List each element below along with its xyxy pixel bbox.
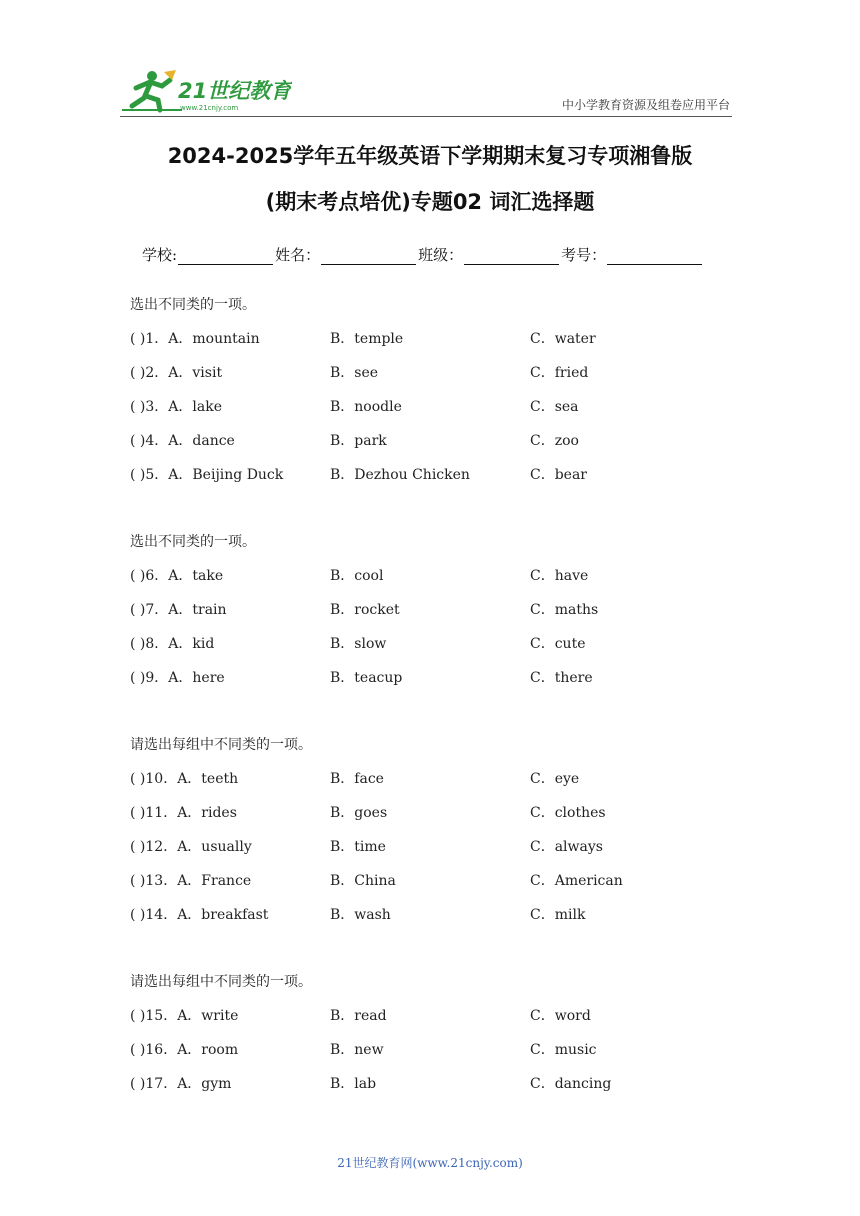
name-blank[interactable] bbox=[321, 248, 416, 265]
school-blank[interactable] bbox=[178, 248, 273, 265]
question-row bbox=[130, 1074, 750, 1108]
section-4 bbox=[130, 972, 750, 1108]
question-option-c: C．music bbox=[530, 1042, 597, 1058]
question-option-a: ( )15．A．write bbox=[130, 1008, 239, 1024]
question-option-b: B．wash bbox=[330, 907, 391, 923]
number-blank[interactable] bbox=[607, 248, 702, 265]
question-option-a: ( )17．A．gym bbox=[130, 1076, 232, 1092]
question-option-c: C．sea bbox=[530, 399, 579, 415]
question-option-b: B．rocket bbox=[330, 602, 400, 618]
section-3 bbox=[130, 735, 750, 939]
question-option-b: B．China bbox=[330, 873, 396, 889]
question-option-b: B．time bbox=[330, 839, 386, 855]
question-option-b: B．park bbox=[330, 433, 387, 449]
question-option-c: C．cute bbox=[530, 636, 586, 652]
question-option-c: C．eye bbox=[530, 771, 580, 787]
question-option-a: ( )11．A．rides bbox=[130, 805, 237, 821]
question-option-c: C．fried bbox=[530, 365, 589, 381]
question-option-c: C．always bbox=[530, 839, 603, 855]
question-option-c: C．maths bbox=[530, 602, 599, 618]
question-option-a: ( )12．A．usually bbox=[130, 839, 252, 855]
name-label: 姓名： bbox=[275, 246, 321, 264]
question-row bbox=[130, 905, 750, 939]
question-row bbox=[130, 1040, 750, 1074]
number-label: 考号： bbox=[561, 246, 607, 264]
question-row bbox=[130, 397, 750, 431]
question-option-b: B．cool bbox=[330, 568, 384, 584]
student-info-row bbox=[142, 244, 704, 265]
question-row bbox=[130, 431, 750, 465]
question-option-c: C．there bbox=[530, 670, 593, 686]
question-row bbox=[130, 363, 750, 397]
question-row bbox=[130, 769, 750, 803]
logo-21cnjy bbox=[122, 66, 292, 116]
question-option-c: C．zoo bbox=[530, 433, 579, 449]
question-option-c: C．milk bbox=[530, 907, 586, 923]
question-option-a: ( )5．A．Beijing Duck bbox=[130, 467, 284, 483]
header-divider bbox=[120, 116, 732, 117]
question-option-a: ( )3．A．lake bbox=[130, 399, 222, 415]
question-row bbox=[130, 803, 750, 837]
section-title: 选出不同类的一项。 bbox=[130, 297, 256, 313]
question-option-c: C．bear bbox=[530, 467, 587, 483]
question-option-c: C．word bbox=[530, 1008, 591, 1024]
question-row bbox=[130, 465, 750, 499]
question-row bbox=[130, 634, 750, 668]
question-option-b: B．see bbox=[330, 365, 379, 381]
question-option-c: C．have bbox=[530, 568, 589, 584]
question-option-a: ( )14．A．breakfast bbox=[130, 907, 269, 923]
section-title: 请选出每组中不同类的一项。 bbox=[130, 737, 312, 753]
question-option-b: B．slow bbox=[330, 636, 387, 652]
question-option-a: ( )2．A．visit bbox=[130, 365, 223, 381]
question-option-b: B．temple bbox=[330, 331, 404, 347]
question-option-b: B．new bbox=[330, 1042, 384, 1058]
question-option-a: ( )8．A．kid bbox=[130, 636, 215, 652]
section-1 bbox=[130, 295, 750, 499]
section-2 bbox=[130, 532, 750, 702]
question-row bbox=[130, 600, 750, 634]
question-option-b: B．lab bbox=[330, 1076, 377, 1092]
question-option-a: ( )1．A．mountain bbox=[130, 331, 260, 347]
question-option-b: B．goes bbox=[330, 805, 388, 821]
question-row bbox=[130, 871, 750, 905]
question-option-a: ( )13．A．France bbox=[130, 873, 252, 889]
footer-link[interactable]: 21世纪教育网(www.21cnjy.com) bbox=[337, 1156, 523, 1170]
question-option-b: B．noodle bbox=[330, 399, 402, 415]
question-row bbox=[130, 668, 750, 702]
question-option-a: ( )16．A．room bbox=[130, 1042, 239, 1058]
section-title: 请选出每组中不同类的一项。 bbox=[130, 974, 312, 990]
class-blank[interactable] bbox=[464, 248, 559, 265]
page-header bbox=[0, 0, 860, 120]
question-option-b: B．Dezhou Chicken bbox=[330, 467, 470, 483]
class-label: 班级： bbox=[418, 246, 464, 264]
question-option-b: B．read bbox=[330, 1008, 387, 1024]
header-platform-text: 中小学教育资源及组卷应用平台 bbox=[561, 98, 730, 112]
question-row bbox=[130, 566, 750, 600]
question-option-c: C．water bbox=[530, 331, 596, 347]
question-row bbox=[130, 837, 750, 871]
question-row bbox=[130, 1006, 750, 1040]
logo-text: 21世纪教育 bbox=[178, 79, 292, 103]
question-option-a: ( )10．A．teeth bbox=[130, 771, 239, 787]
page-title-line1: 2024-2025学年五年级英语下学期期末复习专项湘鲁版 bbox=[167, 144, 693, 168]
logo-url: www.21cnjy.com bbox=[180, 104, 239, 112]
question-option-b: B．face bbox=[330, 771, 384, 787]
question-option-a: ( )4．A．dance bbox=[130, 433, 235, 449]
question-option-a: ( )6．A．take bbox=[130, 568, 224, 584]
question-option-a: ( )7．A．train bbox=[130, 602, 227, 618]
page-title-line2: (期末考点培优)专题02 词汇选择题 bbox=[265, 190, 595, 214]
question-option-a: ( )9．A．here bbox=[130, 670, 225, 686]
question-row bbox=[130, 329, 750, 363]
question-option-c: C．dancing bbox=[530, 1076, 612, 1092]
section-title: 选出不同类的一项。 bbox=[130, 534, 256, 550]
question-option-c: C．American bbox=[530, 873, 623, 889]
school-label: 学校: bbox=[142, 246, 178, 264]
question-option-b: B．teacup bbox=[330, 670, 403, 686]
question-option-c: C．clothes bbox=[530, 805, 606, 821]
